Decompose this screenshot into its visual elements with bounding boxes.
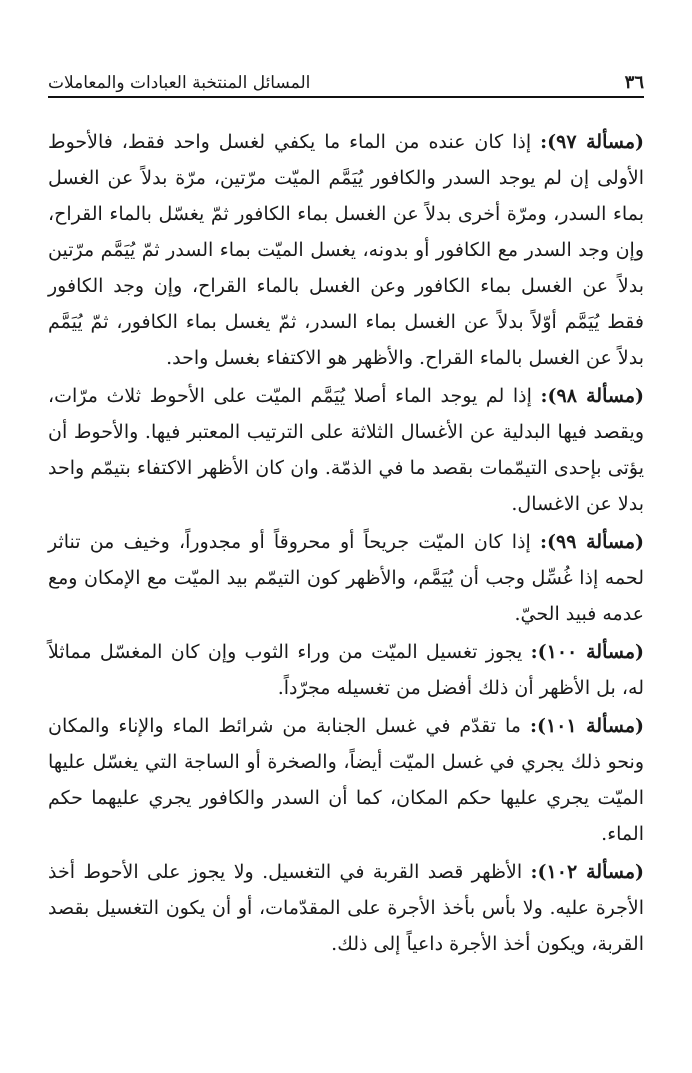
masala-title: (مسألة ٩٨): (540, 385, 644, 407)
masala-paragraph-100 (48, 634, 644, 706)
page-content (48, 124, 644, 964)
masala-text: يجوز تغسيل الميّت من وراء الثوب وإن كان المغسّل مماثلاً له، بل الأظهر أن ذلك أفضل من تغسيله مجرّداً. (48, 641, 644, 699)
masala-text: إذا كان عنده من الماء ما يكفي لغسل واحد فقط، فالأحوط الأولى إن لم يوجد السدر والكافور يُيَمَّم الميّت مرّتين، مرّة بدلاً عن الغسل بماء السدر، ومرّة أخرى بدلاً عن الغسل بماء الكافور ثمّ يغسّل بالماء القراح، وإن وجد السدر مع الكافور أو بدونه، يغسل الميّت بماء السدر ثمّ يُيَمَّم مرّتين بدلاً عن الغسل بماء الكافور وعن الغسل بالماء القراح، وإن وجد الكافور فقط يُيَمَّم أوّلاً بدلاً عن الغسل بماء السدر، ثمّ يغسل بماء الكافور، ثمّ يُيَمَّم بدلاً عن الغسل بالماء القراح. والأظهر هو الاكتفاء بغسل واحد. (48, 131, 644, 369)
masala-paragraph-102 (48, 854, 644, 962)
masala-title: (مسألة ١٠٠): (530, 641, 644, 663)
masala-text: إذا لم يوجد الماء أصلا يُيَمَّم الميّت على الأحوط ثلاث مرّات، ويقصد فيها البدلية عن الأغسال الثلاثة على الترتيب المعتبر فيها. والأحوط أن يؤتى بإحدى التيمّمات بقصد ما في الذمّة. وان كان الأظهر الاكتفاء بتيمّم واحد بدلا عن الاغسال. (48, 385, 644, 515)
masala-title: (مسألة ١٠١): (529, 715, 644, 737)
page-header (48, 62, 644, 98)
masala-text: ما تقدّم في غسل الجنابة من شرائط الماء والإناء والمكان ونحو ذلك يجري في غسل الميّت أيضاً، والصخرة أو الساجة التي يغسّل عليها الميّت يجري عليها حكم المكان، كما أن السدر والكافور يجري عليهما حكم الماء. (48, 715, 644, 845)
running-title: المسائل المنتخبة العبادات والمعاملات (48, 73, 311, 93)
masala-title: (مسألة ١٠٢): (530, 861, 644, 883)
masala-paragraph-98 (48, 378, 644, 522)
masala-paragraph-101 (48, 708, 644, 852)
masala-paragraph-97 (48, 124, 644, 376)
masala-paragraph-99 (48, 524, 644, 632)
page-number: ٣٦ (624, 72, 644, 93)
masala-text: إذا كان الميّت جريحاً أو محروقاً أو مجدوراً، وخيف من تناثر لحمه إذا غُسِّل وجب أن يُيَمَّم، والأظهر كون التيمّم بيد الميّت مع الإمكان ومع عدمه فبيد الحيّ. (48, 531, 644, 625)
masala-title: (مسألة ٩٧): (540, 131, 644, 153)
masala-text: الأظهر قصد القربة في التغسيل. ولا يجوز على الأحوط أخذ الأجرة عليه. ولا بأس بأخذ الأجرة على المقدّمات، أو أن يكون التغسيل بقصد القربة، ويكون أخذ الأجرة داعياً إلى ذلك. (48, 861, 644, 955)
masala-title: (مسألة ٩٩): (539, 531, 645, 553)
